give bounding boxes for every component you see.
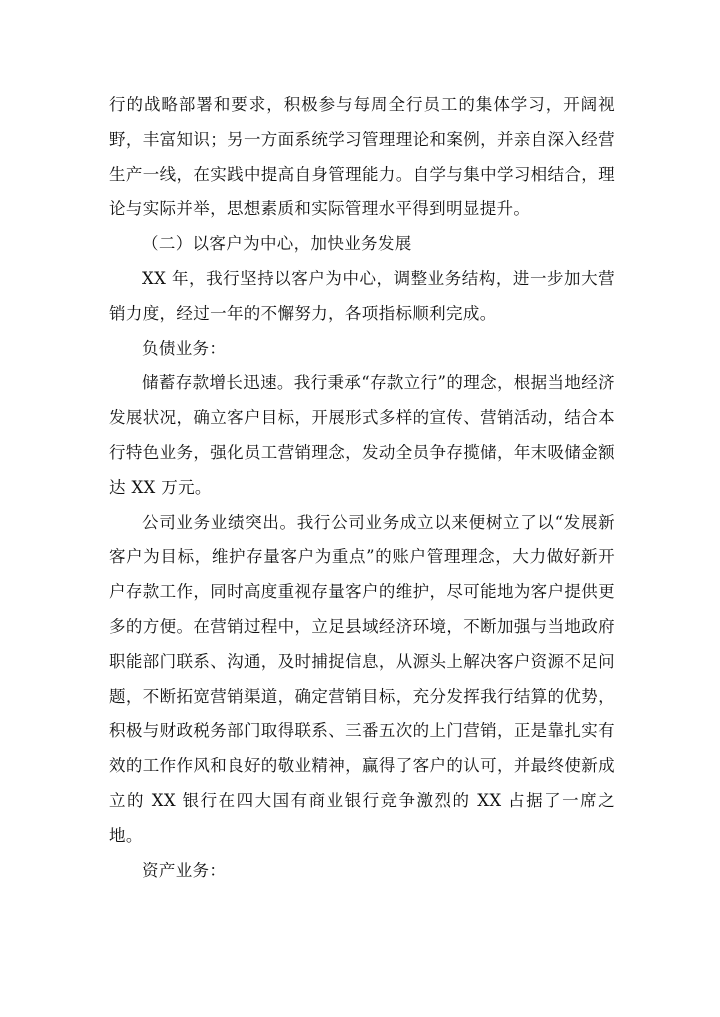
paragraph-corporate-business: 公司业务业绩突出。我行公司业务成立以来便树立了以“发展新客户为目标，维护存量客户为重点”的账户管理理念，大力做好新开户存款工作，同时高度重视存量客户的维护，尽可能地为客户提供更多的方便。在营销过程中，立足县域经济环境，不断加强与当地政府职能部门联系、沟通，及时捕捉信息，从源头上解决客户资源不足问题，不断拓宽营销渠道，确定营销目标，充分发挥我行结算的优势，积极与财政税务部门取得联系、三番五次的上门营销，正是靠扎实有效的工作作风和良好的敬业精神，赢得了客户的认可，并最终使新成立的 XX 银行在四大国有商业银行竞争激烈的 XX 占据了一席之地。 xyxy=(109,512,615,845)
section-heading-customer-centric: （二）以客户为中心，加快业务发展 xyxy=(142,234,412,254)
paragraph-annual-summary: XX 年，我行坚持以客户为中心，调整业务结构，进一步加大营销力度，经过一年的不懈努力，各项指标顺利完成。 xyxy=(109,268,615,323)
subheading-asset-business: 资产业务： xyxy=(142,860,227,880)
paragraph-savings-deposits: 储蓄存款增长迅速。我行秉承“存款立行”的理念，根据当地经济发展状况，确立客户目标，开展形式多样的宣传、营销活动，结合本行特色业务，强化员工营销理念，发动全员争存揽储，年末吸储金额达 XX 万元。 xyxy=(109,373,615,497)
subheading-liability-business: 负债业务： xyxy=(142,338,227,358)
document-body xyxy=(109,88,615,888)
paragraph-study-continuation: 行的战略部署和要求，积极参与每周全行员工的集体学习，开阔视野，丰富知识；另一方面系统学习管理理论和案例，并亲自深入经营生产一线，在实践中提高自身管理能力。自学与集中学习相结合，理论与实际并举，思想素质和实际管理水平得到明显提升。 xyxy=(109,95,615,219)
